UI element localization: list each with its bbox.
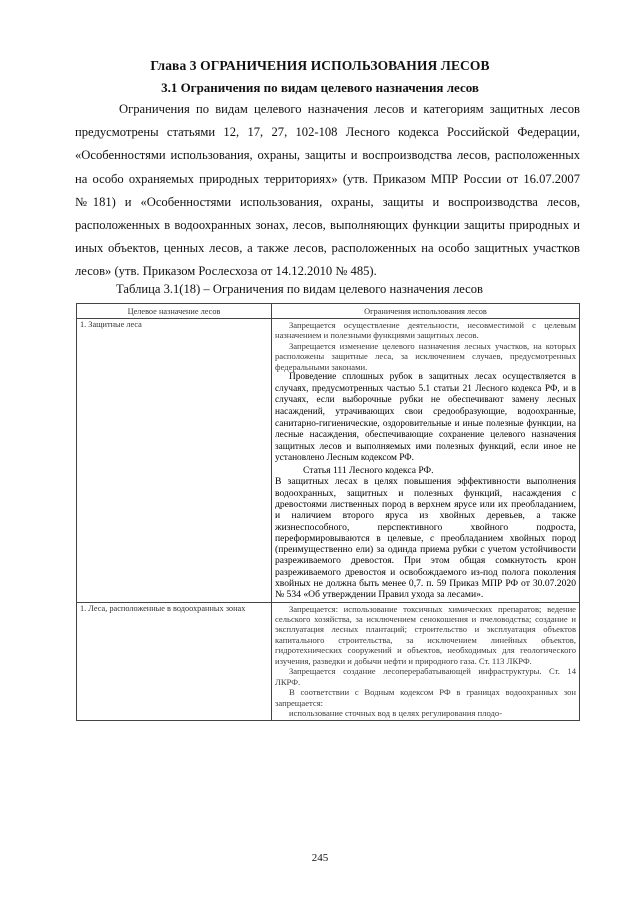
column-header-purpose: Целевое назначение лесов: [77, 304, 272, 319]
restriction-paragraph: Запрещается изменение целевого назначения лесных участков, на которых расположены защитные леса, за исключением случаев, предусмотренных федеральными законами.: [275, 340, 576, 372]
restriction-paragraph: Запрещается осуществление деятельности, несовместимой с целевым назначением и полезными функциями защитных лесов.: [275, 320, 576, 341]
table-caption: Таблица 3.1(18) – Ограничения по видам целевого назначения лесов: [116, 282, 483, 296]
restriction-paragraph: Проведение сплошных рубок в защитных лесах осуществляется в случаях, предусмотренных частью 5.1 статьи 21 Лесного кодекса РФ, и в случаях, если выборочные рубки не обеспечивают замену лесных насаждений, утрачивающих свои средообразующие, водоохранные, санитарно-гигиенические, оздоровительные и иные полезные функции, на лесные насаждения, обеспечивающие сохранение целевого назначения защитных лесов и выполняемых ими полезных функций, если иное не установлено Лесным кодексом РФ.: [275, 372, 576, 464]
chapter-title: Глава 3 ОГРАНИЧЕНИЯ ИСПОЛЬЗОВАНИЯ ЛЕСОВ: [150, 58, 490, 73]
intro-paragraph: Ограничения по видам целевого назначения лесов и категориям защитных лесов предусмотрены статьями 12, 17, 27, 102-108 Лесного кодекса Российской Федерации, «Особенностями использования, охраны, защиты и воспроизводства лесов, расположенных на особо охраняемых природных территориях» (утв. Приказом МПР России от 16.07.2007 №181) и «Особенностями использования, охраны, защиты и воспроизводства лесов, расположенных в водоохранных зонах, лесов, выполняющих функции защиты природных и иных объектов, ценных лесов, а также лесов, расположенных на особо защитных участков лесов» (утв. Приказом Рослесхоза от 14.12.2010 № 485).: [75, 102, 580, 279]
table-header-row: [77, 304, 580, 319]
row-category: 1. Защитные леса: [77, 319, 272, 603]
restriction-paragraph: Запрещается: использование токсичных химических препаратов; ведение сельского хозяйства, за исключением сенокошения и пчеловодства; создание и эксплуатация лесных плантаций; строительство и эксплуатация объектов капитального строительства, за исключением линейных объектов, гидротехнических сооружений и объектов, необходимых для геологического изучения, разведки и добычи нефти и природного газа. Ст. 113 ЛКРФ.: [275, 603, 576, 666]
table-row: [77, 319, 580, 603]
restriction-paragraph: использование сточных вод в целях регулирования плодо-: [289, 708, 503, 719]
row-restrictions: [272, 319, 580, 603]
restriction-paragraph: Статья 111 Лесного кодекса РФ.: [303, 465, 434, 477]
section-title: 3.1 Ограничения по видам целевого назначения лесов: [161, 80, 479, 95]
table-row: [77, 602, 580, 720]
restrictions-table: [76, 303, 580, 721]
column-header-restrictions: Ограничения использования лесов: [272, 304, 580, 319]
row-restrictions: [272, 602, 580, 720]
page-number: 245: [311, 852, 329, 864]
row-category: 1. Леса, расположенные в водоохранных зонах: [77, 602, 272, 720]
restriction-paragraph: В защитных лесах в целях повышения эффективности выполнения водоохранных, защитных и полезных функций, насаждения с древостоями лиственных пород в верхнем ярусе или их преобладанием, и наличием второго яруса из хвойных деревьев, а также жизнеспособного, перспективного хвойного подроста, переформировываются в целевые, с преобладанием хвойных пород (преимущественно ели) за одинда приема рубки с учетом устойчивости разреживаемого древостоя. При этом общая сомкнутость крон разреживаемого древостоя и освобождаемого из-под полога поколения хвойных не должна быть менее 0,7. п. 59 Приказ МПР РФ от 30.07.2020 № 534 «Об утверждении Правил ухода за лесами».: [275, 476, 576, 601]
restriction-paragraph: В соответствии с Водным кодексом РФ в границах водоохранных зон запрещается:: [275, 687, 576, 708]
restriction-paragraph: Запрещается создание лесоперерабатывающей инфраструктуры. Ст. 14 ЛКРФ.: [275, 666, 576, 687]
